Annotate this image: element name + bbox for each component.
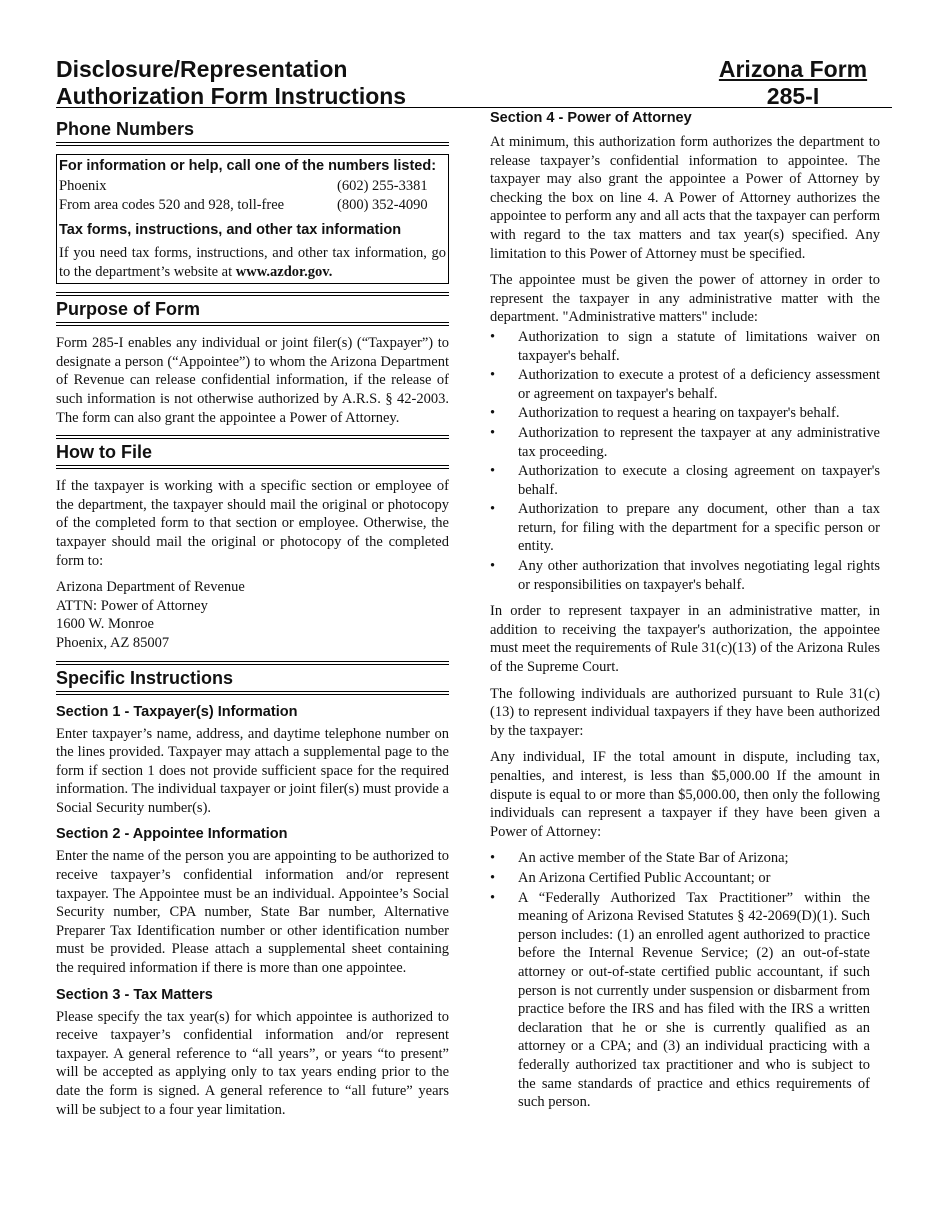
phone-number: (602) 255-3381 (337, 178, 428, 194)
form-label: Arizona Form (718, 56, 868, 82)
section-4-para-3: In order to represent taxpayer in an administrative matter, in addition to receiving the taxpayer's authorization, the appointee must meet the requirements of Rule 31(c)(13) of the Arizona Rules of the Supreme Court. (490, 603, 880, 676)
tax-forms-heading: Tax forms, instructions, and other tax information (59, 222, 402, 238)
section-1-text: Enter taxpayer’s name, address, and daytime telephone number on the lines provided. Taxpayer may attach a supplemental page to the form if section 1 does not provide sufficient space for the required information. The individual taxpayer or joint filer(s) must provide a Social Security number(s). (56, 725, 449, 816)
section-4-para-1: At minimum, this authorization form authorizes the department to release taxpayer’s confidential information to appointee. The taxpayer may also grant the appointee a Power of Attorney by checking the box on line 4. A Power of Attorney authorizes the appointee to perform any and all acts that the taxpayer can perform with regard to the tax matters and tax year(s) specified. Any limitation to this Power of Attorney must be specified. (490, 134, 880, 262)
list-item: • Authorization to request a hearing on taxpayer's behalf. (490, 404, 880, 423)
header-rule (56, 107, 892, 108)
address-line: 1600 W. Monroe (56, 616, 154, 633)
list-item: • Authorization to represent the taxpayer at any administrative tax proceeding. (490, 424, 880, 461)
tax-forms-text (59, 244, 446, 281)
section-2-title: Section 2 - Appointee Information (56, 826, 288, 843)
page-title (56, 56, 476, 110)
phone-box-title: For information or help, call one of the numbers listed: (59, 158, 437, 174)
section-4-para-2: The appointee must be given the power of attorney in order to represent the taxpayer in any administrative matter with the department. "Administrative matters" include: (490, 272, 880, 326)
address-line: Arizona Department of Revenue (56, 579, 245, 596)
how-to-file-heading: How to File (56, 435, 449, 469)
phone-numbers-heading: Phone Numbers (56, 112, 449, 146)
section-4-para-5: Any individual, IF the total amount in dispute, including tax, penalties, and interest, is less than $5,000.00 If the amount in dispute is equal to or more than $5,000.00, then only the following individuals can represent a taxpayer if they have been given a Power of Attorney: (490, 749, 880, 840)
list-item: • A “Federally Authorized Tax Practitioner” within the meaning of Arizona Revised Statutes § 42-2069(D)(1). Such person includes: (1) an enrolled agent authorized to practice before the Internal Revenue Service; (2) an out-of-state attorney or out-of-state certified public accountant, if such person is not currently under suspension or disbarment from practice before the IRS and has filed with the IRS a written declaration that he or she is currently qualified as an attorney or a CPA; and (3) an individual practicing with a federally authorized tax practitioner and who is subject to the same standards of practice and ethics requirements of such person. (490, 889, 880, 1112)
list-item: • Any other authorization that involves negotiating legal rights or responsibilities on taxpayer's behalf. (490, 557, 880, 594)
phone-label: From area codes 520 and 928, toll-free (59, 197, 285, 213)
section-4-title: Section 4 - Power of Attorney (490, 110, 692, 126)
list-item: • Authorization to sign a statute of limitations waiver on taxpayer's behalf. (490, 328, 880, 365)
address-line: Phoenix, AZ 85007 (56, 634, 170, 651)
tax-forms-sentence: If you need tax forms, instructions, and other tax information, go to the department’s website at (59, 245, 446, 280)
website-link[interactable]: www.azdor.gov. (235, 263, 333, 280)
administrative-matters-list (490, 328, 880, 594)
specific-instructions-heading: Specific Instructions (56, 661, 449, 695)
phone-info-box (56, 154, 449, 284)
title-line-1: Disclosure/Representation (56, 56, 348, 82)
phone-row (59, 177, 446, 196)
section-2-text: Enter the name of the person you are appointing to be authorized to receive taxpayer’s confidential information and/or represent taxpayer. The Appointee must be an individual. Appointee’s Social Security number, CPA number, State Bar number, Alternative Preparer Tax Identification number or other identification number must be provided. Please attach a supplemental sheet containing the required information if there is more than one appointee. (56, 848, 449, 977)
section-1-title: Section 1 - Taxpayer(s) Information (56, 703, 298, 720)
section-3-text: Please specify the tax year(s) for which appointee is authorized to receive taxpayer’s confidential information and/or represent taxpayer. A general reference to “all years”, or years “to present” will be accepted as applying only to tax years ending prior to the date the form is signed. A general reference to “all future” years will be subject to a four year limitation. (56, 1008, 449, 1118)
how-to-file-text: If the taxpayer is working with a specific section or employee of the department, the taxpayer should mail the original or photocopy of the completed form to that section or employee. Otherwise, the taxpayer should mail the original or photocopy of the completed form to: (56, 478, 449, 569)
form-number: 285-I (766, 83, 820, 109)
left-column (56, 112, 449, 1127)
address-line: ATTN: Power of Attorney (56, 597, 208, 614)
phone-row (59, 196, 446, 215)
section-3-title: Section 3 - Tax Matters (56, 986, 213, 1003)
form-id-block (700, 56, 886, 110)
title-line-2: Authorization Form Instructions (56, 83, 407, 109)
right-column (490, 112, 880, 1120)
mailing-address (56, 578, 449, 652)
list-item: • Authorization to prepare any document, other than a tax return, for filing with the department for a specific person or entity. (490, 500, 880, 556)
list-item: • An Arizona Certified Public Accountant; or (490, 869, 880, 888)
purpose-text: Form 285-I enables any individual or joint filer(s) (“Taxpayer”) to designate a person (“Appointee”) to whom the Arizona Department of Revenue can release confidential information, if the release of such information is not otherwise authorized by A.R.S. § 42-2003. The form can also grant the appointee a Power of Attorney. (56, 335, 449, 426)
purpose-heading: Purpose of Form (56, 292, 449, 326)
authorized-representatives-list (490, 849, 880, 1111)
list-item: • An active member of the State Bar of Arizona; (490, 849, 880, 868)
phone-label: Phoenix (59, 178, 107, 194)
phone-number: (800) 352-4090 (337, 197, 428, 213)
section-4-para-4: The following individuals are authorized pursuant to Rule 31(c)(13) to represent individual taxpayers if they have been authorized by the taxpayer: (490, 685, 880, 739)
list-item: • Authorization to execute a closing agreement on taxpayer's behalf. (490, 462, 880, 499)
list-item: • Authorization to execute a protest of a deficiency assessment or agreement on taxpayer's behalf. (490, 366, 880, 403)
